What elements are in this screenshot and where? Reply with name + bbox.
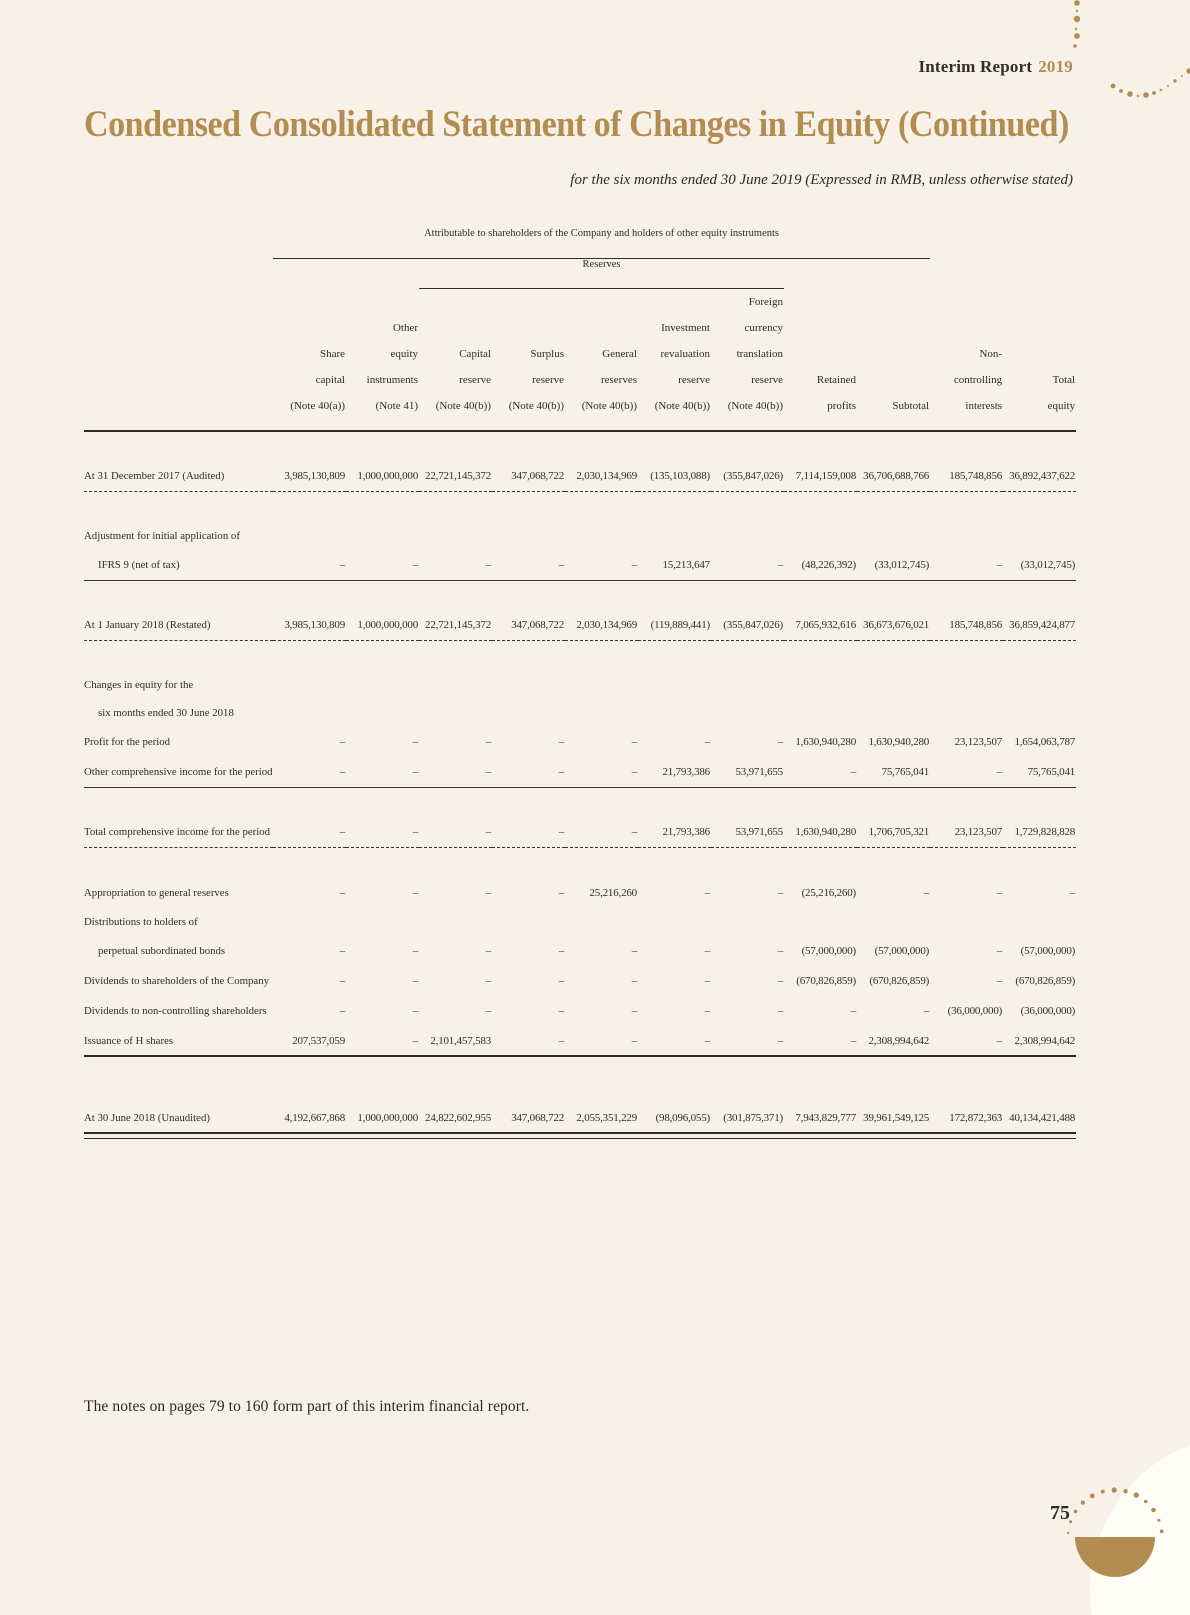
value-cell: 23,123,507 <box>954 736 1003 748</box>
row-label: Appropriation to general reserves <box>84 887 229 899</box>
value-cell: – <box>412 558 418 571</box>
value-cell: – <box>996 887 1003 899</box>
value-cell: – <box>704 736 710 748</box>
value-cell: – <box>704 975 710 987</box>
notes-reference: The notes on pages 79 to 160 form part of this interim financial report. <box>84 1398 530 1415</box>
value-cell: – <box>485 765 491 778</box>
column-header-line: (Note 40(b)) <box>508 399 564 412</box>
column-header-line: instruments <box>366 373 418 386</box>
value-cell: – <box>558 736 564 748</box>
rule-row-double <box>84 1133 1076 1138</box>
column-headers-row <box>84 288 1076 431</box>
value-cell: – <box>339 1005 345 1017</box>
row-label: At 31 December 2017 (Audited) <box>84 470 225 483</box>
corner-cell <box>84 288 273 431</box>
header-pad-cell <box>930 228 1076 258</box>
row-label: Changes in equity for the <box>84 679 194 691</box>
value-cell: 185,748,856 <box>949 619 1003 632</box>
column-header <box>492 288 565 431</box>
value-cell: (119,889,441) <box>650 619 710 632</box>
value-cell: (135,103,088) <box>650 470 710 483</box>
value-cell: – <box>704 887 710 899</box>
column-header-line: revaluation <box>660 347 710 360</box>
value-cell: 2,030,134,969 <box>576 619 637 632</box>
row-label: Dividends to non-controlling shareholders <box>84 1005 267 1017</box>
column-header <box>784 288 857 431</box>
value-cell: 22,721,145,372 <box>425 470 491 483</box>
value-cell: – <box>412 826 418 839</box>
column-header-line: equity <box>1047 399 1076 412</box>
value-cell: – <box>485 945 491 957</box>
column-header-line: capital <box>315 373 345 386</box>
column-header <box>273 288 346 431</box>
value-cell: 2,055,351,229 <box>576 1111 637 1124</box>
value-cell: – <box>339 945 345 957</box>
column-header-line: Retained <box>816 373 856 386</box>
row-label: At 30 June 2018 (Unaudited) <box>84 1111 210 1124</box>
value-cell: 347,068,722 <box>511 1111 564 1124</box>
value-cell: 1,706,705,321 <box>868 826 930 839</box>
value-cell: – <box>485 1005 491 1017</box>
value-cell: – <box>485 887 491 899</box>
report-tag <box>918 57 1073 77</box>
value-cell: 172,872,363 <box>949 1111 1003 1124</box>
value-cell: 1,654,063,787 <box>1014 736 1076 748</box>
table-row <box>84 936 1076 966</box>
column-header-line: Subtotal <box>892 399 930 412</box>
spacer-cell <box>84 432 1076 462</box>
spacer-row <box>84 1057 1076 1103</box>
spacer-row <box>84 432 1076 462</box>
table-row <box>84 727 1076 757</box>
value-cell: 1,000,000,000 <box>357 1111 418 1124</box>
section-label-row <box>84 908 1076 936</box>
value-cell: 1,630,940,280 <box>868 736 930 748</box>
value-cell: 7,943,829,777 <box>795 1111 856 1124</box>
value-cell: – <box>558 826 564 839</box>
value-cell: – <box>631 945 637 957</box>
value-cell: – <box>339 887 345 899</box>
value-cell: (33,012,745) <box>1020 558 1076 571</box>
column-header-line: reserves <box>600 373 637 386</box>
value-cell: 7,065,932,616 <box>795 619 856 632</box>
page-title: Condensed Consolidated Statement of Changes in Equity (Continued) <box>84 104 1069 145</box>
value-cell: – <box>777 945 783 957</box>
column-header-line: profits <box>827 399 856 412</box>
value-cell: – <box>412 765 418 778</box>
value-cell: – <box>485 736 491 748</box>
value-cell: – <box>704 1034 710 1047</box>
corner-cell <box>84 258 273 288</box>
column-header <box>638 288 711 431</box>
spacer-row <box>84 788 1076 818</box>
spacer-row <box>84 581 1076 611</box>
table-row <box>84 996 1076 1026</box>
value-cell: 4,192,667,868 <box>284 1111 345 1124</box>
value-cell: – <box>996 1034 1003 1047</box>
row-label: At 1 January 2018 (Restated) <box>84 619 211 632</box>
value-cell: 207,537,059 <box>292 1034 345 1047</box>
value-cell: – <box>777 1005 783 1017</box>
column-header-line: Other <box>392 321 418 334</box>
column-header-line: (Note 40(b)) <box>727 399 783 412</box>
value-cell: 23,123,507 <box>954 826 1003 839</box>
spacer-cell <box>84 788 1076 818</box>
column-header-line: Surplus <box>530 347 564 360</box>
value-cell: – <box>485 826 491 839</box>
value-cell: – <box>412 975 418 987</box>
value-cell: (36,000,000) <box>947 1005 1003 1017</box>
value-cell: 347,068,722 <box>511 619 564 632</box>
value-cell: 24,822,602,955 <box>425 1111 491 1124</box>
value-cell: – <box>412 887 418 899</box>
report-tag-label: Interim Report <box>918 57 1033 76</box>
value-cell: – <box>850 1034 856 1047</box>
corner-cell <box>84 228 273 258</box>
value-cell: 2,308,994,642 <box>1014 1034 1076 1047</box>
column-header-line: reserve <box>751 373 783 386</box>
value-cell: – <box>558 1034 564 1047</box>
value-cell: – <box>412 1034 418 1047</box>
value-cell: 53,971,655 <box>735 826 783 839</box>
value-cell: – <box>777 736 783 748</box>
value-cell: – <box>339 558 345 571</box>
value-cell: 7,114,159,008 <box>795 470 856 483</box>
value-cell: 1,630,940,280 <box>795 826 856 839</box>
white-circle-decoration <box>1090 1435 1190 1615</box>
row-label: Total comprehensive income for the period <box>84 826 271 839</box>
column-header-line: equity <box>390 347 418 360</box>
value-cell: 21,793,386 <box>662 765 710 778</box>
section-label-row <box>84 699 1076 727</box>
value-cell: 2,308,994,642 <box>868 1034 930 1047</box>
column-header <box>1003 288 1076 431</box>
column-header-line: reserve <box>678 373 710 386</box>
value-cell: 21,793,386 <box>662 826 710 839</box>
row-label: IFRS 9 (net of tax) <box>98 558 180 571</box>
value-cell: 39,961,549,125 <box>863 1111 930 1124</box>
column-header-line: Total <box>1052 373 1076 386</box>
header-pad-cell <box>784 258 1076 288</box>
row-label: Adjustment for initial application of <box>84 530 240 542</box>
spacer-cell <box>84 581 1076 611</box>
page-number: 75 <box>1050 1502 1070 1524</box>
column-header-line: (Note 41) <box>375 399 418 412</box>
value-cell: 1,729,828,828 <box>1014 826 1076 839</box>
value-cell: – <box>996 558 1003 571</box>
row-label: Distributions to holders of <box>84 916 198 928</box>
value-cell: – <box>704 1005 710 1017</box>
column-header-line: reserve <box>459 373 491 386</box>
value-cell: 75,765,041 <box>881 765 930 778</box>
semicircle-decoration-bottom <box>890 1365 1190 1615</box>
table-row <box>84 462 1076 492</box>
value-cell: 36,859,424,877 <box>1009 619 1076 632</box>
spacer-cell <box>84 848 1076 878</box>
value-cell: – <box>631 765 637 778</box>
column-header-line: Capital <box>459 347 491 360</box>
column-header <box>711 288 784 431</box>
value-cell: (301,875,371) <box>723 1111 783 1124</box>
value-cell: – <box>777 1034 783 1047</box>
reserves-header-row <box>84 258 1076 288</box>
value-cell: 1,630,940,280 <box>795 736 856 748</box>
value-cell: – <box>923 1005 930 1017</box>
row-label: six months ended 30 June 2018 <box>98 707 234 719</box>
value-cell: (98,096,055) <box>655 1111 710 1124</box>
value-cell: 53,971,655 <box>735 765 783 778</box>
value-cell: – <box>996 945 1003 957</box>
value-cell: (670,826,859) <box>1015 975 1076 987</box>
value-cell: 22,721,145,372 <box>425 619 491 632</box>
table-row <box>84 1026 1076 1056</box>
column-header-line: (Note 40(a)) <box>290 399 345 412</box>
value-cell: (57,000,000) <box>801 945 856 957</box>
value-cell: – <box>558 887 564 899</box>
value-cell: (57,000,000) <box>874 945 930 957</box>
value-cell: 1,000,000,000 <box>357 619 418 632</box>
value-cell: 25,216,260 <box>589 887 637 899</box>
value-cell: – <box>339 765 345 778</box>
row-label: Other comprehensive income for the period <box>84 765 273 778</box>
value-cell: – <box>631 1005 637 1017</box>
value-cell: (670,826,859) <box>796 975 856 987</box>
spacer-cell <box>84 641 1076 671</box>
value-cell: – <box>996 975 1003 987</box>
value-cell: (33,012,745) <box>874 558 930 571</box>
value-cell: 1,000,000,000 <box>357 470 418 483</box>
value-cell: – <box>558 558 564 571</box>
table-row <box>84 757 1076 787</box>
value-cell: – <box>485 558 491 571</box>
row-label: Issuance of H shares <box>84 1034 174 1047</box>
column-header <box>419 288 492 431</box>
value-cell: – <box>412 945 418 957</box>
value-cell: 3,985,130,809 <box>284 470 345 483</box>
value-cell: – <box>558 945 564 957</box>
table-row <box>84 1103 1076 1133</box>
value-cell: – <box>777 558 783 571</box>
column-header-line: translation <box>736 347 783 360</box>
row-label: Dividends to shareholders of the Company <box>84 975 270 987</box>
table-row <box>84 611 1076 641</box>
row-label: perpetual subordinated bonds <box>98 945 226 957</box>
value-cell: – <box>558 975 564 987</box>
equity-changes-table <box>84 228 1076 1139</box>
value-cell: 36,673,676,021 <box>863 619 930 632</box>
column-header <box>857 288 930 431</box>
column-header-line: currency <box>744 321 783 334</box>
column-header-line: (Note 40(b)) <box>581 399 637 412</box>
section-label-row <box>84 671 1076 699</box>
row-label: Profit for the period <box>84 736 171 748</box>
value-cell: – <box>339 975 345 987</box>
value-cell: – <box>631 558 637 571</box>
value-cell: 75,765,041 <box>1027 765 1076 778</box>
table-row <box>84 818 1076 848</box>
attributable-span-header: Attributable to shareholders of the Company and holders of other equity instruments <box>273 228 930 258</box>
table-row <box>84 966 1076 996</box>
value-cell: 15,213,647 <box>662 558 710 571</box>
group-header-row <box>84 228 1076 258</box>
value-cell: 347,068,722 <box>511 470 564 483</box>
statement-table-container <box>84 228 1076 1139</box>
value-cell: 36,892,437,622 <box>1009 470 1076 483</box>
column-header-line: (Note 40(b)) <box>654 399 710 412</box>
value-cell: – <box>777 887 783 899</box>
value-cell: – <box>339 736 345 748</box>
value-cell: (355,847,026) <box>723 470 783 483</box>
column-header-line: Share <box>319 347 345 360</box>
column-header-line: interests <box>965 399 1003 412</box>
value-cell: (36,000,000) <box>1020 1005 1076 1017</box>
spacer-cell <box>84 492 1076 522</box>
value-cell: (48,226,392) <box>801 558 856 571</box>
value-cell: 36,706,688,766 <box>863 470 930 483</box>
column-header-line: Foreign <box>748 295 783 308</box>
value-cell: – <box>631 826 637 839</box>
value-cell: – <box>558 1005 564 1017</box>
value-cell: – <box>558 765 564 778</box>
column-header <box>930 288 1003 431</box>
column-header-line: Investment <box>661 321 710 334</box>
value-cell: (57,000,000) <box>1020 945 1076 957</box>
value-cell: – <box>412 1005 418 1017</box>
value-cell: – <box>485 975 491 987</box>
column-header-line: reserve <box>532 373 564 386</box>
spacer-row <box>84 641 1076 671</box>
column-header-line: (Note 40(b)) <box>435 399 491 412</box>
column-header <box>565 288 638 431</box>
value-cell: 40,134,421,488 <box>1009 1111 1076 1124</box>
table-row <box>84 550 1076 580</box>
value-cell: – <box>412 736 418 748</box>
page-subtitle: for the six months ended 30 June 2019 (Expressed in RMB, unless otherwise stated) <box>570 172 1073 188</box>
column-header-line: Non- <box>979 347 1003 360</box>
value-cell: 185,748,856 <box>949 470 1003 483</box>
value-cell: – <box>631 736 637 748</box>
section-label-row <box>84 522 1076 550</box>
horizontal-rule <box>84 1133 1076 1138</box>
value-cell: – <box>704 945 710 957</box>
value-cell: – <box>996 765 1003 778</box>
header-pad-cell <box>273 258 419 288</box>
value-cell: – <box>631 1034 637 1047</box>
value-cell: – <box>339 826 345 839</box>
value-cell: – <box>777 975 783 987</box>
column-header-line: General <box>602 347 637 360</box>
value-cell: – <box>631 975 637 987</box>
column-header-line: controlling <box>953 373 1003 386</box>
table-row <box>84 878 1076 908</box>
value-cell: – <box>1069 887 1076 899</box>
spacer-row <box>84 848 1076 878</box>
column-header <box>346 288 419 431</box>
reserves-span-header: Reserves <box>419 258 784 288</box>
value-cell: (355,847,026) <box>723 619 783 632</box>
value-cell: – <box>850 765 856 778</box>
value-cell: 2,101,457,583 <box>430 1034 491 1047</box>
report-tag-year: 2019 <box>1038 57 1073 76</box>
spacer-cell <box>84 1057 1076 1103</box>
value-cell: 3,985,130,809 <box>284 619 345 632</box>
spacer-row <box>84 492 1076 522</box>
value-cell: 2,030,134,969 <box>576 470 637 483</box>
value-cell: – <box>850 1005 856 1017</box>
value-cell: (670,826,859) <box>869 975 930 987</box>
value-cell: (25,216,260) <box>801 887 856 899</box>
value-cell: – <box>923 887 930 899</box>
